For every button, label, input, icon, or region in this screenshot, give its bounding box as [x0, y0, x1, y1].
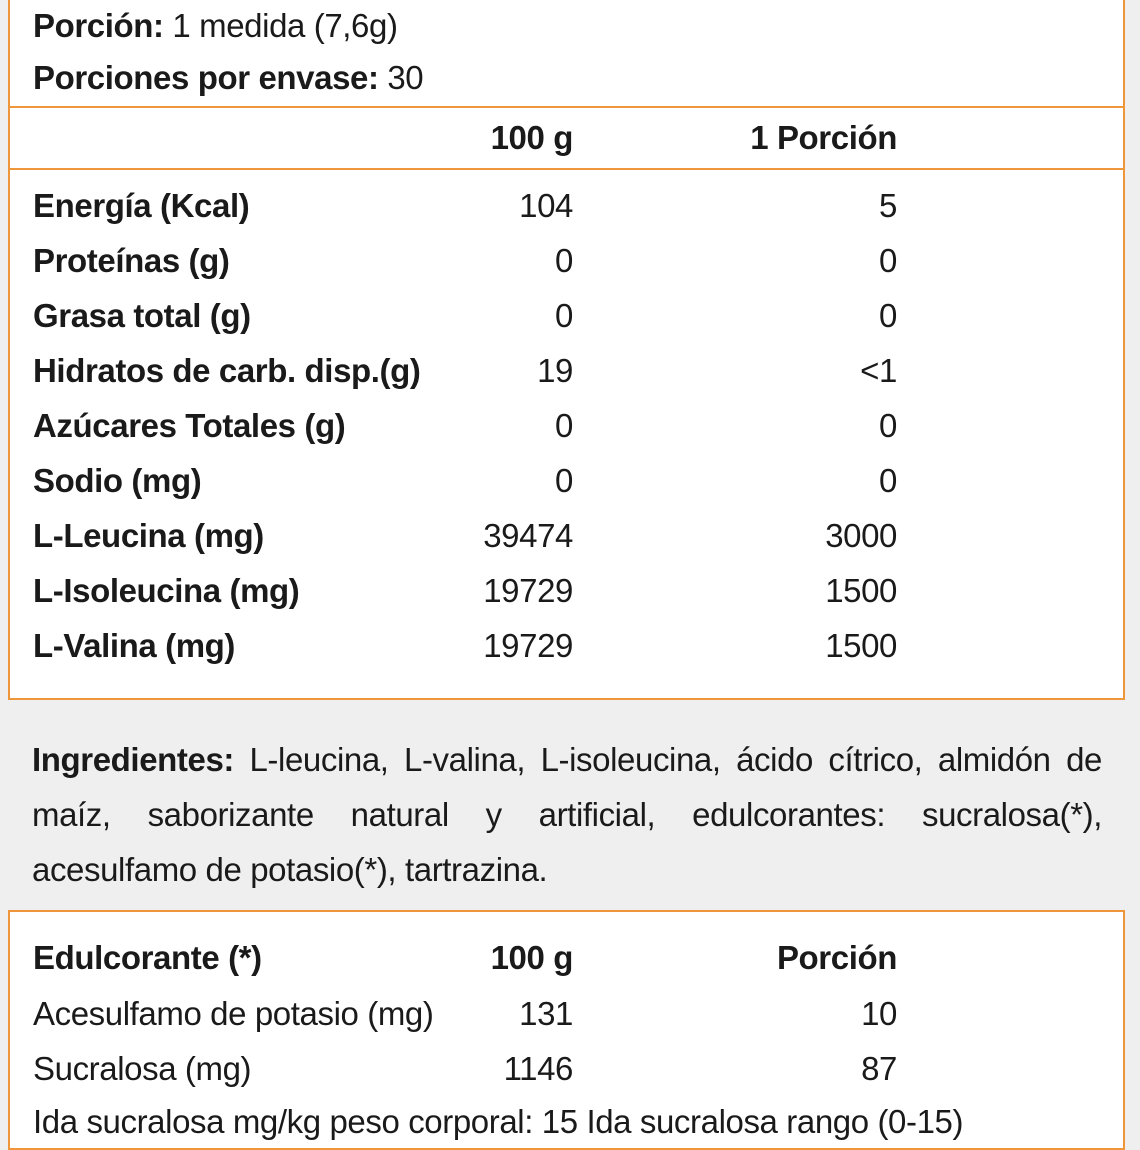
divider — [10, 168, 1123, 170]
sweetener-label: Acesulfamo de potasio (mg) — [33, 995, 434, 1032]
table-row — [10, 241, 1123, 281]
servings-label: Porciones por envase: — [33, 59, 379, 96]
nutrient-label: L-Valina (mg) — [33, 627, 235, 664]
nutrient-label: Hidratos de carb. disp.(g) — [33, 352, 421, 389]
value-portion: 0 — [879, 297, 897, 334]
value-100g: 0 — [555, 297, 573, 334]
value-100g: 0 — [555, 462, 573, 499]
portion-line — [10, 6, 1123, 46]
table-row — [10, 1049, 1123, 1089]
sweetener-panel — [8, 910, 1125, 1150]
value-portion: 87 — [861, 1050, 897, 1087]
servings-line — [10, 58, 1123, 98]
value-100g: 131 — [519, 995, 573, 1032]
col-portion-header: Porción — [776, 939, 897, 976]
nutrient-label: Azúcares Totales (g) — [33, 407, 346, 444]
servings-value: 30 — [387, 59, 424, 96]
table-row — [10, 571, 1123, 611]
nutrient-label: Grasa total (g) — [33, 297, 251, 334]
table-row — [10, 994, 1123, 1034]
value-100g: 39474 — [483, 517, 573, 554]
nutrition-header-row — [10, 118, 1123, 158]
nutrition-facts-panel — [8, 0, 1125, 700]
nutrient-label: L-Leucina (mg) — [33, 517, 264, 554]
ingredients-paragraph — [32, 732, 1102, 897]
divider — [10, 106, 1123, 108]
value-100g: 0 — [555, 242, 573, 279]
ida-text: Ida sucralosa mg/kg peso corporal: 15 Ida sucralosa rango (0-15) — [33, 1103, 964, 1140]
portion-label: Porción: — [33, 7, 164, 44]
portion-value: 1 medida (7,6g) — [172, 7, 398, 44]
nutrient-label: Energía (Kcal) — [33, 187, 250, 224]
nutrient-label: L-Isoleucina (mg) — [33, 572, 300, 609]
value-portion: 0 — [879, 242, 897, 279]
ingredients-label: Ingredientes: — [32, 741, 235, 778]
value-portion: 1500 — [825, 572, 897, 609]
nutrient-label: Sodio (mg) — [33, 462, 202, 499]
value-portion: 3000 — [825, 517, 897, 554]
value-100g: 19729 — [483, 627, 573, 664]
nutrient-label: Proteínas (g) — [33, 242, 230, 279]
ida-line — [10, 1102, 1123, 1142]
col-100g-header: 100 g — [490, 939, 573, 976]
sweetener-header-row — [10, 938, 1123, 978]
value-100g: 19729 — [483, 572, 573, 609]
value-portion: <1 — [860, 352, 897, 389]
value-portion: 1500 — [825, 627, 897, 664]
value-100g: 1146 — [503, 1050, 573, 1087]
sweetener-header-label: Edulcorante (*) — [33, 939, 262, 976]
table-row — [10, 626, 1123, 666]
value-portion: 10 — [861, 995, 897, 1032]
ingredients-text: L-leucina, L-valina, L-isoleucina, ácido cítrico, almidón de maíz, saborizante natural y artificial, edulcorantes: sucralosa(*), acesulfamo de potasio(*), tartrazina. — [32, 741, 1102, 888]
table-row — [10, 296, 1123, 336]
table-row — [10, 516, 1123, 556]
table-row — [10, 186, 1123, 226]
value-100g: 0 — [555, 407, 573, 444]
value-100g: 19 — [537, 352, 573, 389]
table-row — [10, 351, 1123, 391]
value-portion: 5 — [879, 187, 897, 224]
sweetener-label: Sucralosa (mg) — [33, 1050, 252, 1087]
value-portion: 0 — [879, 407, 897, 444]
col-100g-header: 100 g — [490, 119, 573, 156]
value-portion: 0 — [879, 462, 897, 499]
value-100g: 104 — [519, 187, 573, 224]
table-row — [10, 461, 1123, 501]
col-portion-header: 1 Porción — [750, 119, 897, 156]
table-row — [10, 406, 1123, 446]
